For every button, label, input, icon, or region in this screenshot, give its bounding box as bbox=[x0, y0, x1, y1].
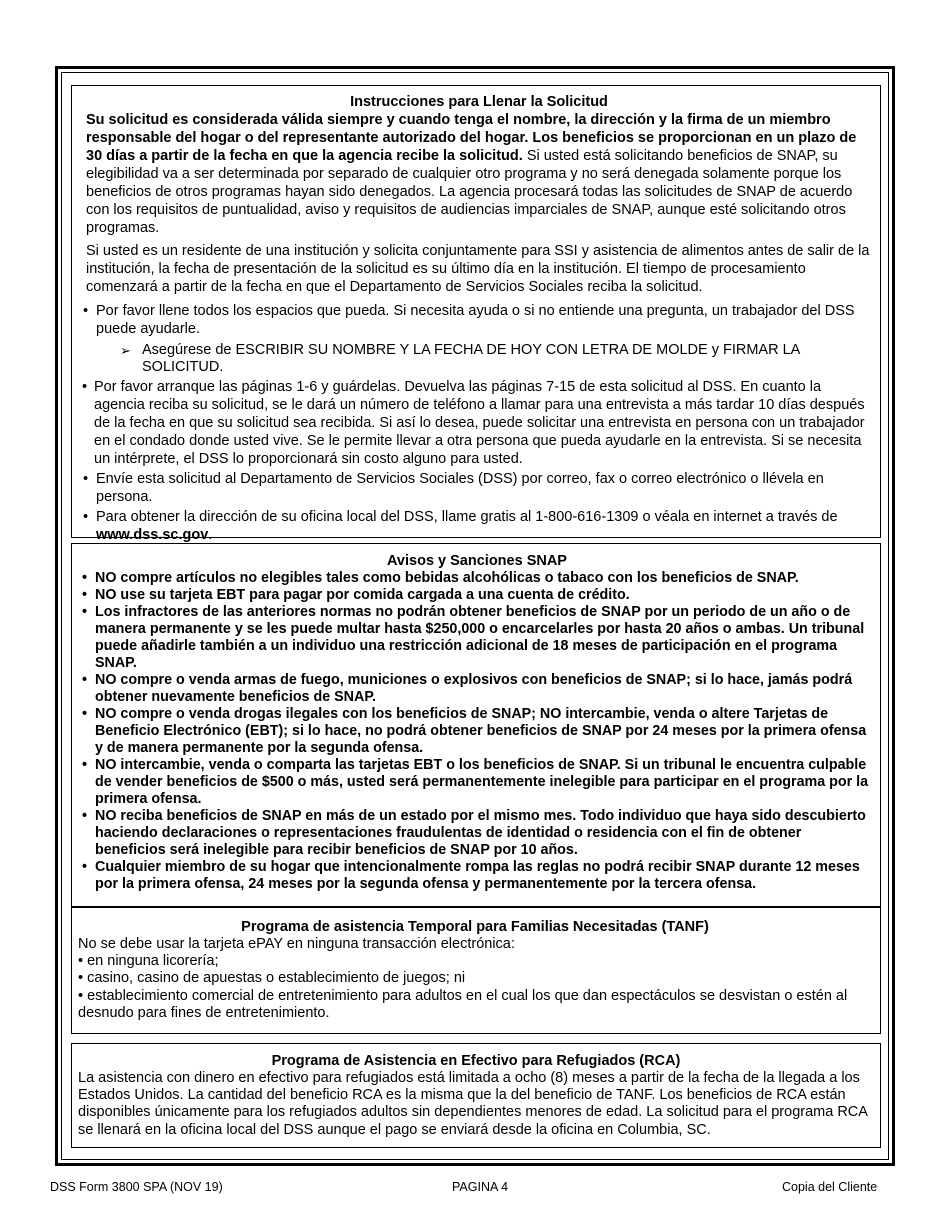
tanf-section bbox=[71, 907, 881, 1034]
instructions-title: Instrucciones para Llenar la Solicitud bbox=[350, 94, 608, 110]
form-number: DSS Form 3800 SPA (NOV 19) bbox=[50, 1180, 223, 1194]
bullet-4-text: Para obtener la dirección de su oficina local del DSS, llame gratis al 1-800-616-1309 o véala en internet a través de bbox=[96, 509, 838, 525]
instructions-paragraph-1 bbox=[86, 111, 872, 237]
tanf-line: No se debe usar la tarjeta ePAY en ninguna transacción electrónica: bbox=[78, 936, 515, 952]
tanf-line: • casino, casino de apuestas o establecimiento de juegos; ni bbox=[78, 970, 466, 987]
page-inner-frame bbox=[61, 72, 889, 1160]
snap-notice-item: • NO compre artículos no elegibles tales como bebidas alcohólicas o tabaco con los beneficios de SNAP. bbox=[82, 570, 872, 587]
tanf-title: Programa de asistencia Temporal para Familias Necesitadas (TANF) bbox=[241, 919, 709, 935]
rca-text: La asistencia con dinero en efectivo para refugiados está limitada a ocho (8) meses a partir de la fecha de la llegada a los Estados Unidos. La cantidad del beneficio RCA es la misma que la del beneficio de TANF. Los beneficios de RCA están disponibles únicamente para los refugiados adultos sin dependientes menores de edad. La solicitud para el programa RCA se llenará en la oficina local del DSS aunque el pago se enviará desde la oficina en Columbia, SC. bbox=[78, 1070, 868, 1138]
page-number: PAGINA 4 bbox=[452, 1180, 509, 1194]
tanf-line: • establecimiento comercial de entretenimiento para adultos en el cual los que dan espectáculos se desvistan o estén al desnudo para fines de entretenimiento. bbox=[78, 987, 848, 1021]
copy-label: Copia del Cliente bbox=[782, 1180, 878, 1194]
snap-notice-item: • NO reciba beneficios de SNAP en más de un estado por el mismo mes. Todo individuo que haya sido descubierto haciendo declaraciones o representaciones fraudulentas de identidad o residencia con el fin de obtener beneficios será inelegible para recibir beneficios de SNAP por 10 años. bbox=[82, 808, 872, 859]
snap-notices-section bbox=[71, 543, 881, 907]
instructions-bullets-2 bbox=[86, 378, 872, 544]
page-frame bbox=[55, 66, 895, 1166]
instructions-bullet-4 bbox=[86, 508, 872, 544]
instructions-section bbox=[71, 85, 881, 543]
bullet-4-end: . bbox=[208, 527, 213, 543]
instructions-rest-text: Si usted está solicitando beneficios de SNAP, su elegibilidad va a ser determinada por separado de cualquier otro programa y no será denegada solamente porque los beneficios de otros programas hayan sido denegados. La agencia procesará todas las solicitudes de SNAP de acuerdo con los requisitos de puntualidad, aviso y requisitos de audiencias imparciales de SNAP, aunque esté solicitando otros programas. bbox=[86, 148, 853, 236]
instructions-paragraph-2: Si usted es un residente de una institución y solicita conjuntamente para SSI y asistencia de alimentos antes de salir de la institución, la fecha de presentación de la solicitud es su último día en la institución. El tiempo de procesamiento comenzará a partir de la fecha en que el Departamento de Servicios Sociales reciba la solicitud. bbox=[86, 243, 870, 295]
instructions-bullet-2: • Por favor arranque las páginas 1-6 y guárdelas. Devuelva las páginas 7-15 de esta solicitud al DSS. En cuanto la agencia reciba su solicitud, se le dará un número de teléfono a llamar para una entrevista a más tardar 10 días después de la fecha en que su solicitud sea recibida. Si así lo desea, puede solicitar una entrevista en persona con un trabajador en el condado donde usted vive. Se le permite llevar a otra persona que pueda ayudarle en la entrevista. Si se necesita un intérprete, el DSS lo proporcionará sin costo alguno para usted. bbox=[86, 378, 872, 468]
instructions-arrow-item: ➢ Asegúrese de ESCRIBIR SU NOMBRE Y LA FECHA DE HOY CON LETRA DE MOLDE y FIRMAR LA SOLICITUD. bbox=[128, 342, 872, 376]
snap-notices-title: Avisos y Sanciones SNAP bbox=[387, 553, 567, 569]
dss-website-link[interactable]: www.dss.sc.gov bbox=[96, 527, 209, 543]
instructions-bullet-3: • Envíe esta solicitud al Departamento de Servicios Sociales (DSS) por correo, fax o correo electrónico o llévela en persona. bbox=[86, 470, 872, 506]
instructions-bullets bbox=[86, 302, 872, 338]
snap-notice-item: • Cualquier miembro de su hogar que intencionalmente rompa las reglas no podrá recibir SNAP durante 12 meses por la primera ofensa, 24 meses por la segunda ofensa y permanentemente por la tercera ofensa. bbox=[82, 859, 872, 893]
rca-section bbox=[71, 1043, 881, 1148]
snap-notice-item: • NO compre o venda armas de fuego, municiones o explosivos con beneficios de SNAP; si lo hace, jamás podrá obtener nuevamente beneficios de SNAP. bbox=[82, 672, 872, 706]
rca-title: Programa de Asistencia en Efectivo para Refugiados (RCA) bbox=[271, 1053, 681, 1069]
snap-notice-item: • NO use su tarjeta EBT para pagar por comida cargada a una cuenta de crédito. bbox=[82, 587, 872, 604]
snap-notice-item: • NO intercambie, venda o comparta las tarjetas EBT o los beneficios de SNAP. Si un tribunal le encuentra culpable de vender beneficios de $500 o más, usted será permanentemente inelegible para participar en el programa por la primera ofensa. bbox=[82, 757, 872, 808]
instructions-bullet-1: • Por favor llene todos los espacios que pueda. Si necesita ayuda o si no entiende una pregunta, un trabajador del DSS puede ayudarle. bbox=[86, 302, 872, 338]
tanf-line: • en ninguna licorería; bbox=[78, 953, 219, 970]
snap-notice-item: • Los infractores de las anteriores normas no podrán obtener beneficios de SNAP por un periodo de un año o de manera permanente y se les puede multar hasta $250,000 o encarcelarles por hasta 20 años o ambas. Un tribunal puede añadirle también a un individuo una restricción adicional de 18 meses de participación en el programa SNAP. bbox=[82, 604, 872, 672]
snap-notices-list bbox=[82, 570, 872, 893]
snap-notice-item: • NO compre o venda drogas ilegales con los beneficios de SNAP; NO intercambie, venda o altere Tarjetas de Beneficio Electrónico (EBT); si lo hace, no podrá obtener beneficios de SNAP por 24 meses por la primera ofensa y de manera permanente por la segunda ofensa. bbox=[82, 706, 872, 757]
instructions-bold-text: Su solicitud es considerada válida siempre y cuando tenga el nombre, la dirección y la firma de un miembro responsable del hogar o del representante autorizado del hogar. Los beneficios se proporcionan en un plazo de 30 días a partir de la fecha en que la agencia recibe la solicitud. bbox=[86, 112, 857, 164]
